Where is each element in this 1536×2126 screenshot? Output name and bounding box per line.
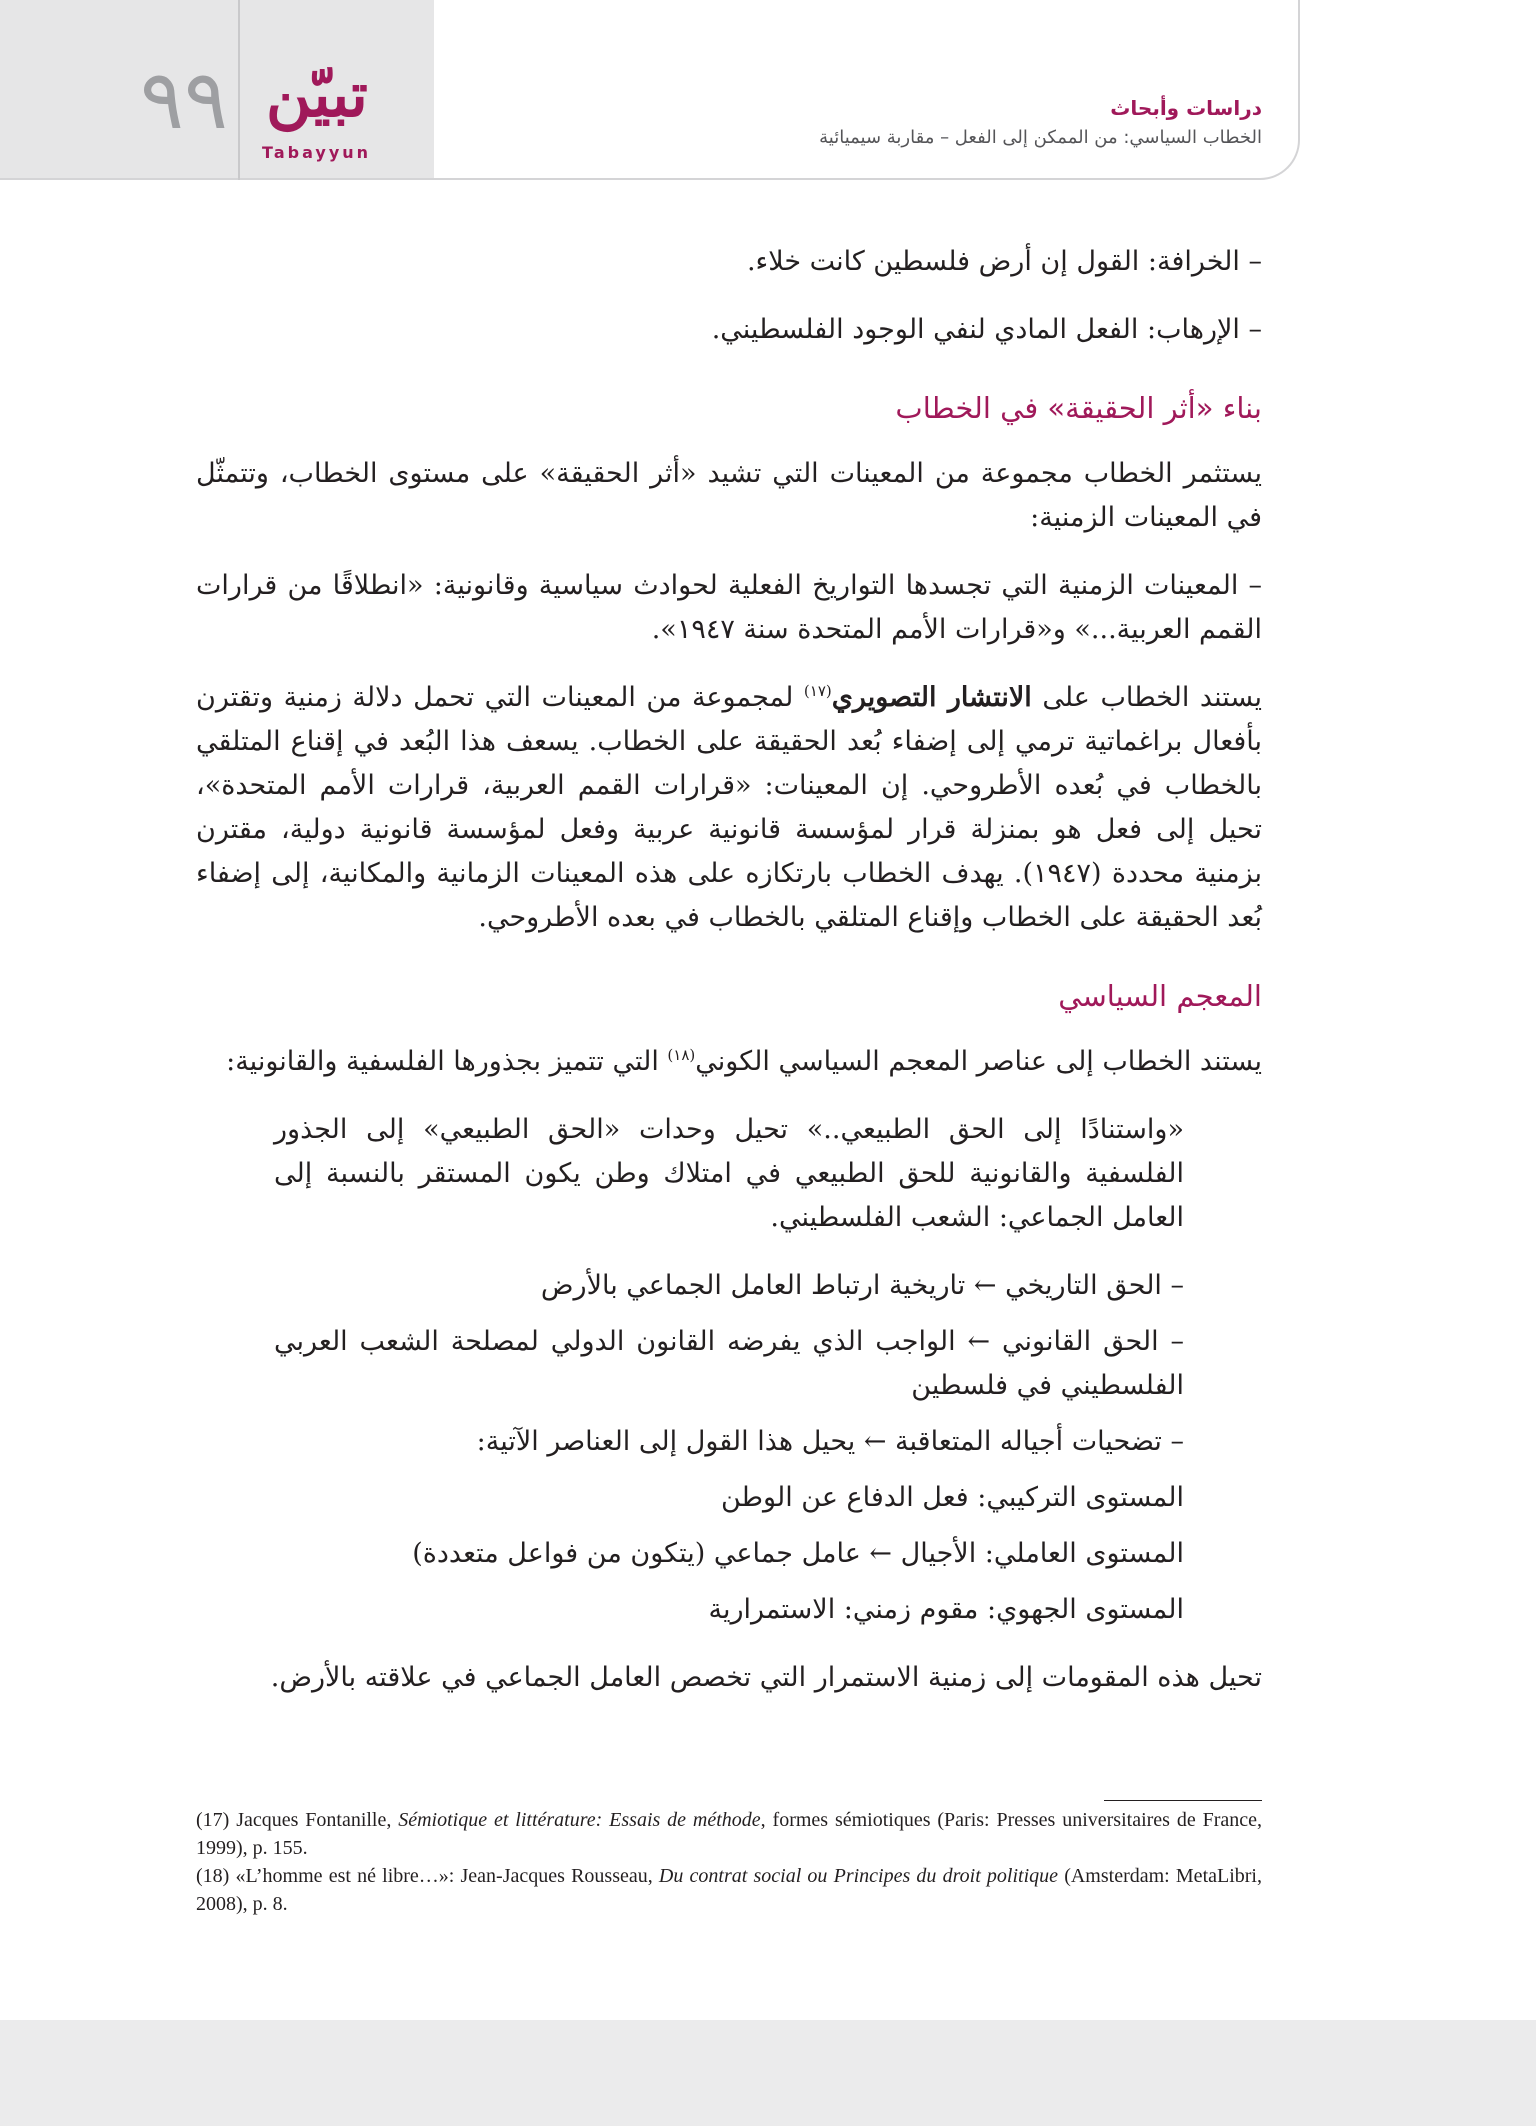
- journal-logo: تبيّن: [266, 58, 368, 131]
- footnote-18: [196, 1862, 1262, 1918]
- list-item: – الإرهاب: الفعل المادي لنفي الوجود الفلسطيني.: [711, 314, 1262, 345]
- section-heading: بناء «أثر الحقيقة» في الخطاب: [895, 391, 1262, 425]
- running-title: الخطاب السياسي: من الممكن إلى الفعل – مقاربة سيميائية: [819, 127, 1262, 148]
- header-divider: [238, 0, 240, 180]
- bold-term: الانتشار التصويري: [831, 682, 1032, 713]
- list-item: – الحق التاريخي ← تاريخية ارتباط العامل الجماعي بالأرض: [540, 1270, 1184, 1301]
- paragraph-text: يستند الخطاب إلى عناصر المعجم السياسي الكوني: [695, 1046, 1262, 1077]
- footnote-17: [196, 1806, 1262, 1862]
- footnote-rule: [1104, 1800, 1262, 1801]
- footnote-title: Sémiotique et littérature: Essais de méthode: [398, 1809, 761, 1831]
- footnote-text: (18) «L’homme est né libre…»: Jean-Jacques Rousseau,: [196, 1865, 659, 1887]
- list-item: – تضحيات أجياله المتعاقبة ← يحيل هذا القول إلى العناصر الآتية:: [476, 1426, 1184, 1457]
- footnote-text: (17) Jacques Fontanille,: [196, 1809, 399, 1831]
- quote-block: «واستنادًا إلى الحق الطبيعي..» تحيل وحدات «الحق الطبيعي» إلى الجذور الفلسفية والقانونية للحق الطبيعي في امتلاك وطن يكون المستقر بالنسبة إلى العامل الجماعي: الشعب الفلسطيني.: [274, 1114, 1184, 1233]
- footnote-ref[interactable]: (١٧): [803, 682, 832, 700]
- paragraph-text: التي تتميز بجذورها الفلسفية والقانونية:: [226, 1046, 668, 1077]
- paragraph-text: لمجموعة من المعينات التي تحمل دلالة زمنية وتقترن بأفعال براغماتية ترمي إلى إضفاء بُعد الحقيقة على الخطاب. يسعف هذا البُعد في إقناع المتلقي بالخطاب في بُعده الأطروحي. إن المعينات: «قرارات القمم العربية، قرارات الأمم المتحدة»، تحيل إلى فعل هو بمنزلة قرار لمؤسسة قانونية عربية وفعل لمؤسسة قانونية دولية، مقترن بزمنية محددة (١٩٤٧). يهدف الخطاب بارتكازه على هذه المعينات الزمانية والمكانية، إلى إضفاء بُعد الحقيقة على الخطاب وإقناع المتلقي بالخطاب في بعده الأطروحي.: [196, 682, 1262, 933]
- paragraph: [196, 676, 1262, 940]
- footnote-title: Du contrat social ou Principes du droit politique: [658, 1865, 1059, 1887]
- list-item: المستوى العاملي: الأجيال ← عامل جماعي (يتكون من فواعل متعددة): [412, 1538, 1184, 1569]
- section-label: دراسات وأبحاث: [1110, 96, 1262, 120]
- article-body: [196, 240, 1262, 1724]
- footnote-text: (Amsterdam: MetaLibri, 2008), p. 8.: [196, 1865, 1262, 1915]
- paragraph: [196, 1040, 1262, 1084]
- page-number: ٩٩: [140, 53, 229, 148]
- paragraph: – المعينات الزمنية التي تجسدها التواريخ الفعلية لحوادث سياسية وقانونية: «انطلاقًا من قرارات القمم العربية...» و«قرارات الأمم المتحدة سنة ١٩٤٧».: [196, 570, 1262, 645]
- list-item: المستوى الجهوي: مقوم زمني: الاستمرارية: [708, 1594, 1184, 1625]
- list-item: – الخرافة: القول إن أرض فلسطين كانت خلاء.: [746, 246, 1262, 277]
- section-heading: المعجم السياسي: [1058, 979, 1262, 1013]
- footnote-ref[interactable]: (١٨): [667, 1046, 696, 1064]
- footnotes: [196, 1806, 1262, 1918]
- list-item: المستوى التركيبي: فعل الدفاع عن الوطن: [721, 1482, 1184, 1513]
- journal-logo-latin: Tabayyun: [262, 143, 372, 162]
- paragraph-text: يستند الخطاب على: [1031, 682, 1262, 713]
- footnote-text: , formes sémiotiques (Paris: Presses universitaires de France, 1999), p. 155.: [196, 1809, 1262, 1859]
- footer-band: [0, 2020, 1536, 2126]
- paragraph: يستثمر الخطاب مجموعة من المعينات التي تشيد «أثر الحقيقة» على مستوى الخطاب، وتتمثّل في المعينات الزمنية:: [196, 458, 1262, 533]
- list-item: – الحق القانوني ← الواجب الذي يفرضه القانون الدولي لمصلحة الشعب العربي الفلسطيني في فلسطين: [274, 1326, 1184, 1401]
- paragraph: تحيل هذه المقومات إلى زمنية الاستمرار التي تخصص العامل الجماعي في علاقته بالأرض.: [270, 1662, 1262, 1693]
